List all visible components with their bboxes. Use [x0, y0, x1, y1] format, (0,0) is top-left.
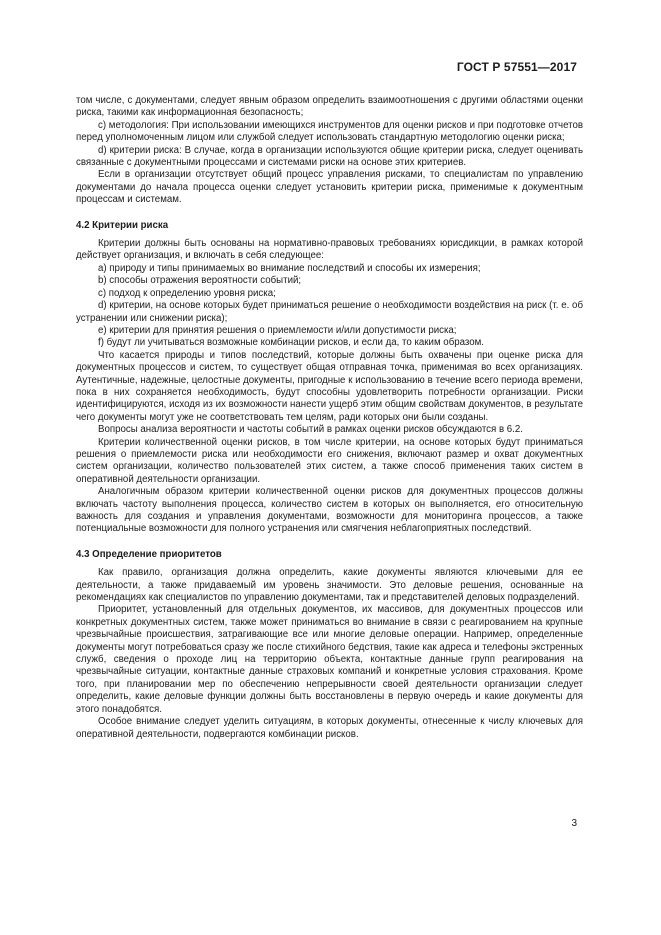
page-content [76, 95, 583, 741]
document-code: ГОСТ Р 57551—2017 [456, 60, 577, 74]
paragraph: том числе, с документами, следует явным образом определить взаимоотношения с другими областями оценки риска, такими как информационная безопасность; [76, 95, 583, 119]
paragraph: c) методология: При использовании имеющихся инструментов для оценки рисков и при подготовке отчетов перед уполномоченным лицом или службой следует использовать стандартную методологию оценки риска; [76, 119, 583, 144]
list-item: d) критерии, на основе которых будет приниматься решение о необходимости воздействия на риск (т. е. об устранении или снижении риска); [76, 300, 583, 324]
paragraph: Если в организации отсутствует общий процесс управления рисками, то специалистам по управлению документами до начала процесса оценки следует установить критерии риска, применимые к документным процессам и системам. [76, 169, 583, 206]
paragraph: Вопросы анализа вероятности и частоты событий в рамках оценки рисков обсуждаются в 6.2. [98, 424, 523, 436]
page-number: 3 [571, 818, 577, 829]
list-item: f) будут ли учитываться возможные комбинации рисков, и если да, то каким образом. [98, 337, 484, 349]
list-item: b) способы отражения вероятности событий; [98, 275, 302, 287]
list-item: e) критерии для принятия решения о приемлемости и/или допустимости риска; [98, 324, 457, 336]
paragraph: Аналогичным образом критерии количественной оценки рисков для документных процессов должны включать частоту выполнения процесса, количество систем в которых он выполняется, его относительную важность для создания и управления документами, возможности для мониторинга процессов, а также потенциальные возможности для полного устранения или смягчения неблагоприятных последствий. [76, 486, 583, 535]
paragraph: d) критерии риска: В случае, когда в организации используются общие критерии риска, следует оценивать связанные с документными процессами и системами риски на основе этих критериев. [76, 144, 583, 169]
paragraph: Критерии количественной оценки рисков, в том числе критерии, на основе которых будут приниматься решения о приемлемости риска или необходимости его снижения, включают размер и охват документных систем организации, количество пользователей этих систем, а также способ применения таких систем в оперативной деятельности организации. [76, 436, 583, 485]
list-item: a) природу и типы принимаемых во внимание последствий и способы их измерения; [98, 262, 481, 274]
paragraph: Особое внимание следует уделить ситуациям, в которых документы, отнесенные к числу ключевых для оперативной деятельности, подвергаются комбинации рисков. [76, 716, 583, 740]
list-item: c) подход к определению уровня риска; [98, 287, 276, 299]
section-heading: 4.2 Критерии риска [76, 219, 169, 231]
paragraph: Что касается природы и типов последствий, которые должны быть охвачены при оценке риска для документных процессов и систем, то существует общая отправная точка, применимая во всех организациях. Аутентичные, надежные, целостные документы, пригодные к использованию в течение всего периода времени, пока в них сохраняется необходимость, будут способны удовлетворить потребности организации. Риски идентифицируются, исходя из их возможности нанести ущерб этим общим свойствам документов, в результате чего документы могут уже не соответствовать тем целям, ради которых они были созданы. [76, 349, 583, 423]
paragraph: Критерии должны быть основаны на нормативно-правовых требованиях юрисдикции, в рамках которой действует организация, и включать в себя следующее: [76, 238, 583, 262]
paragraph: Как правило, организация должна определить, какие документы являются ключевыми для ее деятельности, а также придаваемый им уровень значимости. Это деловые решения, основанные на рекомендациях как специалистов по управлению документами, так и представителей деловых подразделений. [76, 567, 583, 604]
paragraph: Приоритет, установленный для отдельных документов, их массивов, для документных процессов или конкретных документных систем, также может приниматься во внимание в связи с реагированием на крупные чрезвычайные происшествия, затрагивающие все или многие деловые операции. Например, определенные документы могут потребоваться сразу же после стихийного бедствия, такие как адреса и телефоны экстренных служб, сведения о проходе лиц на территорию объекта, контактные данные групп реагирования на чрезвычайные ситуации, контактные данные страховых компаний и конкретные условия страхования. Кроме того, при планировании мер по обеспечению непрерывности своей деятельности организации следует определить, какие деловые функции должны быть восстановлены в первую очередь и какие документы для этого понадобятся. [76, 604, 583, 715]
section-heading: 4.3 Определение приоритетов [76, 548, 222, 560]
